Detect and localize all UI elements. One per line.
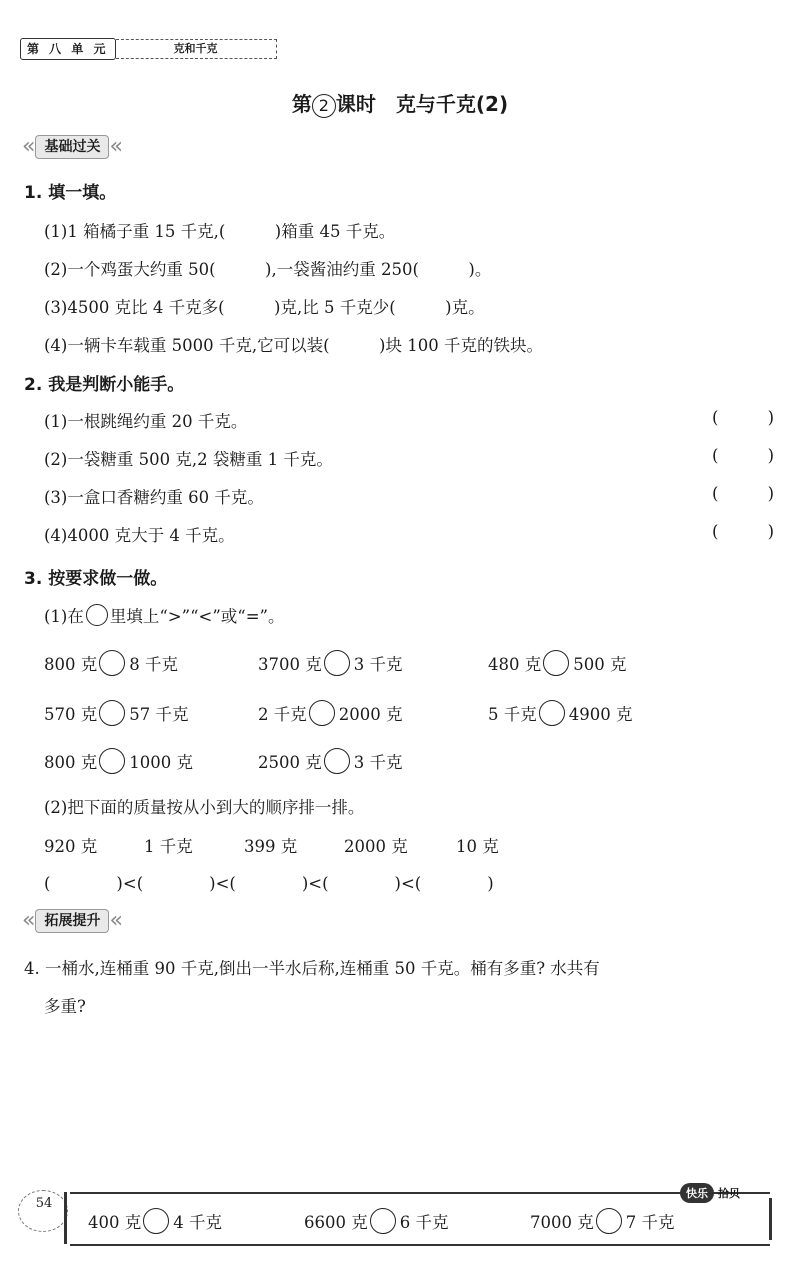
brand-logo: 快乐 拾贝 (680, 1183, 740, 1203)
compare-item: 800 克 8 千克 (44, 650, 178, 676)
mass-item: 399 克 (244, 837, 298, 856)
unit-title: 克和千克 (116, 39, 277, 59)
q2-item-2: (2)一袋糖重 500 克,2 袋糖重 1 千克。 (44, 450, 333, 469)
mass-item: 920 克 (44, 837, 98, 856)
answer-paren[interactable]: ( ) (712, 484, 774, 503)
q1-item-2: (2)一个鸡蛋大约重 50( ),一袋酱油约重 250( )。 (44, 260, 492, 279)
compare-circle[interactable] (596, 1208, 622, 1234)
mass-item: 10 克 (456, 837, 499, 856)
section-banner-basic (22, 134, 123, 160)
q1-item-3: (3)4500 克比 4 千克多( )克,比 5 千克少( )克。 (44, 298, 485, 317)
answer-paren[interactable]: ( ) (712, 522, 774, 541)
page-number: 54 (35, 1196, 53, 1211)
lesson-number: 2 (312, 94, 336, 118)
compare-circle[interactable] (324, 748, 350, 774)
chevron-left-icon: « (22, 908, 36, 933)
compare-circle[interactable] (324, 650, 350, 676)
compare-circle[interactable] (539, 700, 565, 726)
compare-circle[interactable] (370, 1208, 396, 1234)
chevron-left-icon: « (109, 134, 123, 159)
lesson-prefix: 第 (291, 92, 312, 116)
unit-tab (20, 38, 277, 60)
unit-label: 第 八 单 元 (20, 38, 116, 60)
chevron-left-icon: « (109, 908, 123, 933)
q3-part2-instruction: (2)把下面的质量按从小到大的顺序排一排。 (44, 798, 365, 817)
compare-circle[interactable] (99, 700, 125, 726)
section-banner-extend (22, 908, 123, 934)
compare-item: 2 千克 2000 克 (258, 700, 403, 726)
answer-paren[interactable]: ( ) (712, 408, 774, 427)
q1-item-1: (1)1 箱橘子重 15 千克,( )箱重 45 千克。 (44, 222, 396, 241)
q2-title: 2. 我是判断小能手。 (24, 375, 185, 395)
compare-circle[interactable] (309, 700, 335, 726)
q3-title: 3. 按要求做一做。 (24, 569, 168, 589)
footer-compare-item: 7000 克 7 千克 (530, 1208, 675, 1234)
answer-paren[interactable]: ( ) (712, 446, 774, 465)
mass-item: 2000 克 (344, 837, 408, 856)
compare-item: 3700 克 3 千克 (258, 650, 403, 676)
q4-line-2: 多重? (44, 997, 86, 1016)
q2-item-4: (4)4000 克大于 4 千克。 (44, 526, 235, 545)
compare-circle[interactable] (99, 650, 125, 676)
section-label-extend: 拓展提升 (35, 909, 109, 933)
q4-line-1: 4. 一桶水,连桶重 90 千克,倒出一半水后称,连桶重 50 千克。桶有多重? 水共有 (24, 959, 600, 978)
lesson-suffix: 课时 克与千克(2) (335, 92, 509, 116)
compare-circle[interactable] (543, 650, 569, 676)
compare-item: 2500 克 3 千克 (258, 748, 403, 774)
q2-item-1: (1)一根跳绳约重 20 千克。 (44, 412, 248, 431)
q3-part1-instruction: (1)在 里填上“>”“<”或“=”。 (44, 603, 284, 627)
compare-item: 480 克 500 克 (488, 650, 627, 676)
compare-circle[interactable] (143, 1208, 169, 1234)
compare-circle[interactable] (99, 748, 125, 774)
mass-item: 1 千克 (144, 837, 193, 856)
compare-item: 800 克 1000 克 (44, 748, 193, 774)
q1-title: 1. 填一填。 (24, 183, 117, 203)
compare-item: 5 千克 4900 克 (488, 700, 633, 726)
order-answer-line[interactable]: ( )<( )<( )<( )<( ) (44, 874, 494, 893)
footer-compare-item: 400 克 4 千克 (88, 1208, 222, 1234)
chevron-left-icon: « (22, 134, 36, 159)
lesson-title (0, 88, 800, 118)
compare-item: 570 克 57 千克 (44, 700, 189, 726)
q1-item-4: (4)一辆卡车载重 5000 千克,它可以装( )块 100 千克的铁块。 (44, 336, 543, 355)
section-label-basic: 基础过关 (35, 135, 109, 159)
circle-icon (86, 604, 108, 626)
footer-compare-item: 6600 克 6 千克 (304, 1208, 449, 1234)
q2-item-3: (3)一盒口香糖约重 60 千克。 (44, 488, 264, 507)
